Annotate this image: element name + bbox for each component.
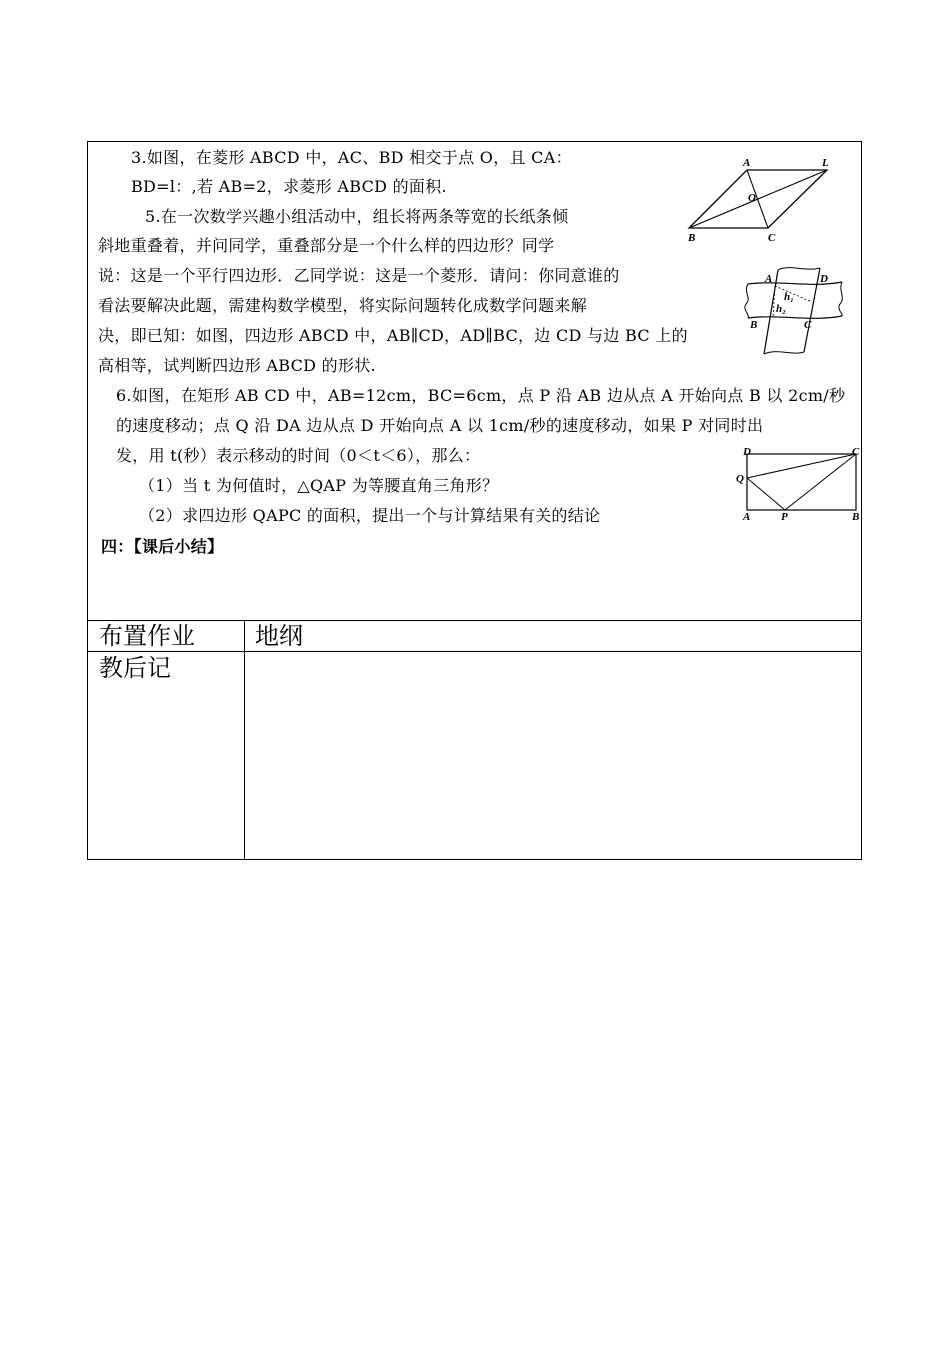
segment-qc: [747, 454, 856, 478]
problem5-line6: 高相等，试判断四边形 ABCD 的形状.: [98, 356, 376, 375]
homework-label: 布置作业: [99, 622, 195, 650]
label-a: A: [743, 157, 751, 169]
rhombus-figure: [680, 150, 840, 245]
notes-label: 教后记: [99, 654, 171, 682]
label-p3: P: [781, 511, 788, 523]
label-a2: A: [765, 273, 773, 285]
problem3-line1: 3.如图，在菱形 ABCD 中，AC、BD 相交于点 O，且 CA：: [131, 148, 572, 167]
label-c: C: [768, 232, 776, 244]
label-q3: Q: [736, 473, 744, 485]
label-h1: h₁: [784, 291, 794, 303]
label-d3: D: [743, 446, 751, 458]
label-l: L: [822, 157, 829, 169]
rectangle-outline: [747, 454, 856, 510]
problem5-line1: 5.在一次数学兴趣小组活动中，组长将两条等宽的长纸条倾: [145, 207, 569, 226]
segment-pc: [785, 454, 856, 510]
label-b2: B: [750, 319, 758, 331]
problem5-line3: 说：这是一个平行四边形．乙同学说：这是一个菱形．请问：你同意谁的: [98, 266, 620, 285]
label-o: O: [748, 192, 756, 204]
label-h2: h₂: [776, 303, 786, 315]
problem6-line3: 发，用 t(秒）表示移动的时间（0＜t＜6），那么：: [116, 446, 481, 465]
slant-strip-right: [804, 268, 820, 352]
homework-value: 地纲: [255, 622, 303, 650]
label-c3: C: [852, 446, 860, 458]
section4-heading: 四：【课后小结】: [101, 537, 224, 556]
segment-qp: [747, 478, 785, 510]
rhombus-diagonal-bd: [689, 170, 827, 228]
problem6-line2: 的速度移动；点 Q 沿 DA 边从点 D 开始向点 A 以 1cm/秒的速度移动，如果 P 对同时出: [116, 416, 764, 435]
row-divider-homework: [87, 620, 862, 621]
label-d2: D: [820, 273, 828, 285]
problem5-line4: 看法要解决此题，需建构数学模型，将实际问题转化成数学问题来解: [98, 296, 588, 315]
label-c2: C: [804, 319, 812, 331]
rectangle-figure: [738, 447, 863, 522]
row-divider-notes: [87, 651, 862, 652]
strip-left-end: [745, 284, 748, 318]
column-divider: [244, 620, 245, 860]
label-a3: A: [743, 511, 751, 523]
problem5-line5: 决，即已知：如图，四边形 ABCD 中，AB∥CD，AD∥BC，边 CD 与边 BC 上的: [98, 326, 688, 345]
problem3-line2: BD=l：,若 AB=2，求菱形 ABCD 的面积.: [131, 177, 447, 196]
problem5-line2: 斜地重叠着，并问同学，重叠部分是一个什么样的四边形？同学: [98, 236, 555, 255]
horizontal-strip: [748, 282, 842, 318]
problem6-question2: （2）求四边形 QAPC 的面积，提出一个与计算结果有关的结论: [139, 506, 601, 525]
problem6-line1: 6.如图，在矩形 AB CD 中，AB=12cm，BC=6cm，点 P 沿 AB 边从点 A 开始向点 B 以 2cm/秒: [116, 386, 846, 405]
label-b: B: [688, 232, 696, 244]
paper-strips-figure: [740, 262, 850, 357]
problem6-question1: （1）当 t 为何值时，△QAP 为等腰直角三角形？: [139, 476, 499, 495]
label-b3: B: [852, 511, 860, 523]
strip-right-end: [839, 282, 842, 316]
